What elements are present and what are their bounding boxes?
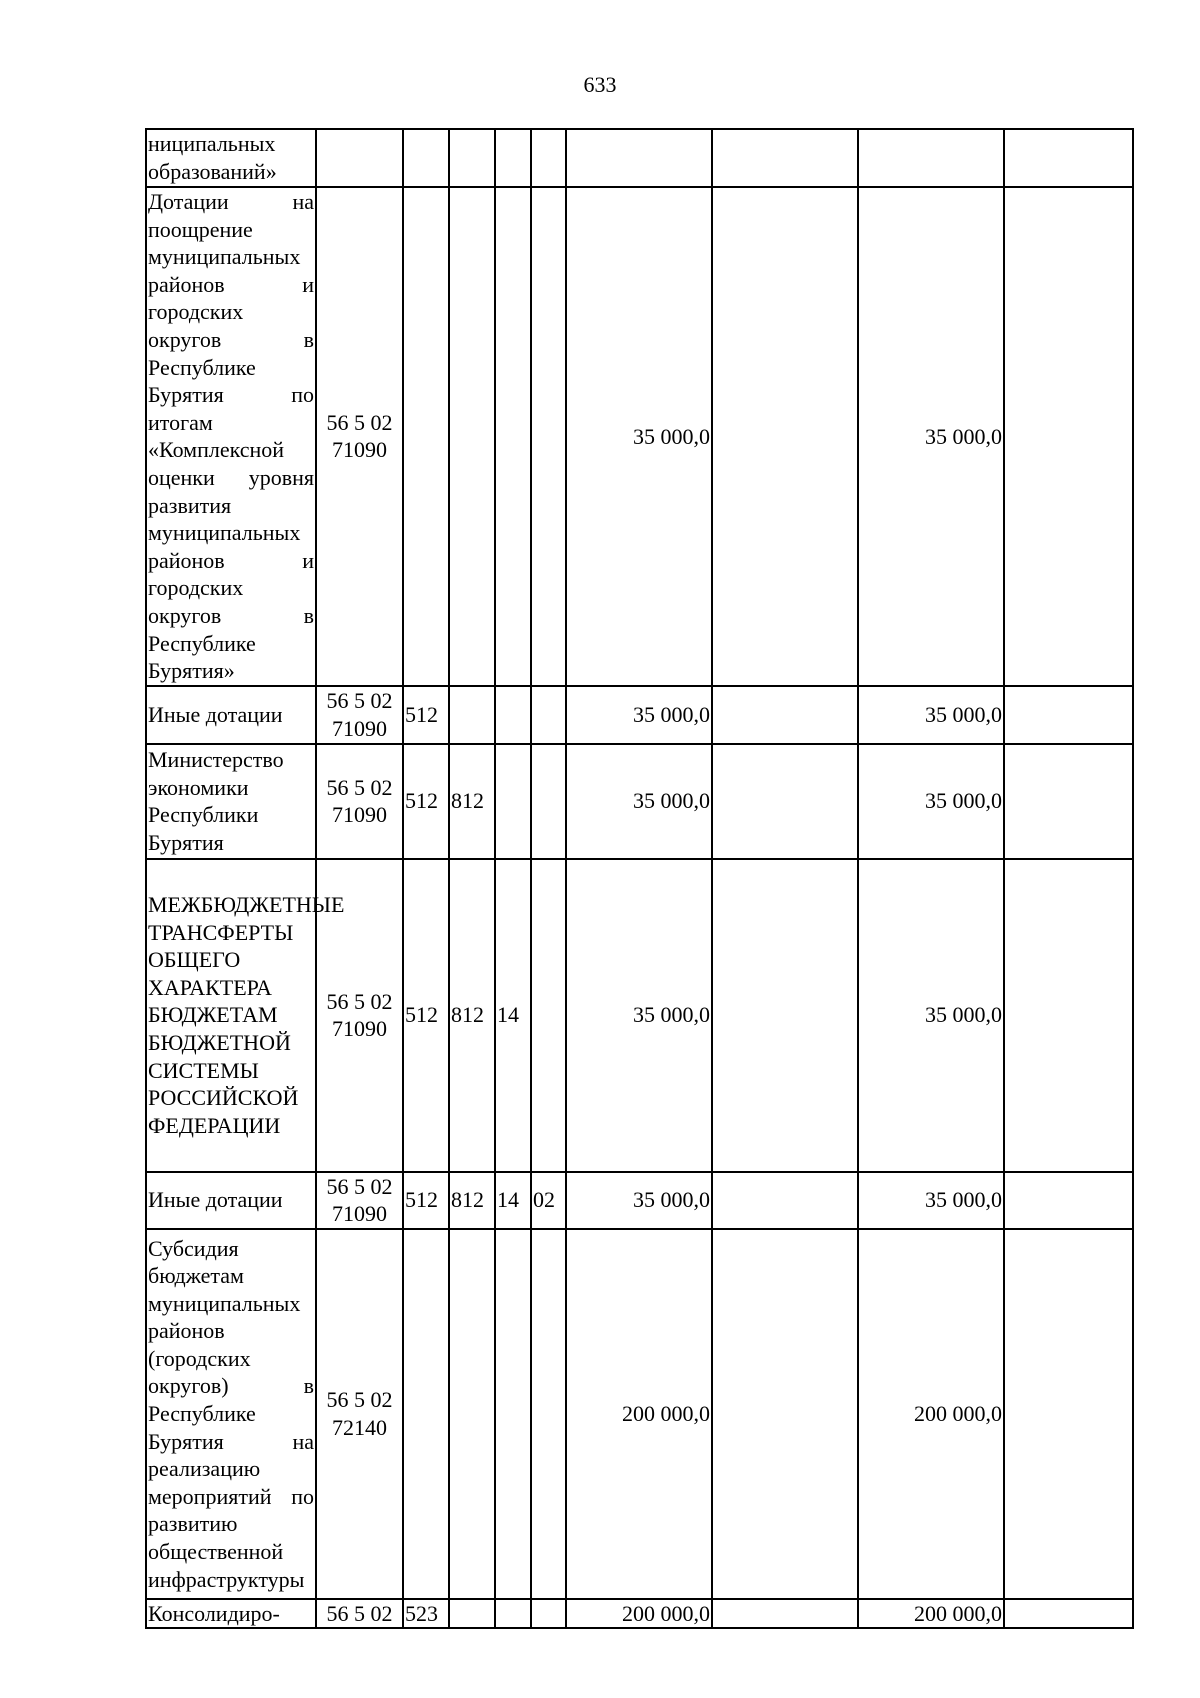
row-vr: 512 xyxy=(403,1172,449,1229)
row-empty-1 xyxy=(712,187,858,686)
table-row xyxy=(146,1172,1133,1229)
row-amount-2 xyxy=(858,129,1004,187)
row-vr: 523 xyxy=(403,1599,449,1629)
row-code: 56 5 02 72140 xyxy=(316,1229,403,1599)
row-amount-2: 35 000,0 xyxy=(858,1172,1004,1229)
budget-table xyxy=(145,128,1134,1629)
table-row xyxy=(146,129,1133,187)
table-row xyxy=(146,1229,1133,1599)
row-vr: 512 xyxy=(403,744,449,859)
row-vr xyxy=(403,187,449,686)
row-code: 56 5 02 71090 xyxy=(316,187,403,686)
row-pr xyxy=(531,1229,566,1599)
row-name: Дотации на поощрение муниципальных районов и городских округов в Республике Бурятия по итогам «Комплексной оценки уровня развития муниципальных районов и городских округов в Республике Бурятия» xyxy=(146,187,316,686)
row-rz xyxy=(495,1599,531,1629)
row-empty-1 xyxy=(712,744,858,859)
row-amount-1: 35 000,0 xyxy=(566,859,712,1172)
row-amount-1: 35 000,0 xyxy=(566,744,712,859)
row-code: 56 5 02 xyxy=(316,1599,403,1629)
row-empty-1 xyxy=(712,859,858,1172)
row-name: Министерство экономики Республики Бурятия xyxy=(146,744,316,859)
table-row xyxy=(146,686,1133,744)
row-empty-2 xyxy=(1004,129,1133,187)
row-rz xyxy=(495,686,531,744)
row-name: Субсидия бюджетам муниципальных районов (городских округов) в Республике Бурятия на реализацию мероприятий по развитию общественной инфраструктуры xyxy=(146,1229,316,1599)
row-empty-1 xyxy=(712,686,858,744)
row-amount-1: 35 000,0 xyxy=(566,686,712,744)
row-grbs: 812 xyxy=(449,744,495,859)
row-code: 56 5 02 71090 xyxy=(316,1172,403,1229)
row-rz xyxy=(495,129,531,187)
row-code: 56 5 02 71090 xyxy=(316,686,403,744)
row-code: 56 5 02 71090 xyxy=(316,744,403,859)
row-amount-1: 35 000,0 xyxy=(566,1172,712,1229)
row-rz xyxy=(495,1229,531,1599)
row-amount-1: 200 000,0 xyxy=(566,1229,712,1599)
row-empty-2 xyxy=(1004,187,1133,686)
row-name: ниципальных образований» xyxy=(146,129,316,187)
row-empty-2 xyxy=(1004,859,1133,1172)
row-grbs xyxy=(449,187,495,686)
row-name: Иные дотации xyxy=(146,1172,316,1229)
row-amount-2: 200 000,0 xyxy=(858,1599,1004,1629)
row-pr: 02 xyxy=(531,1172,566,1229)
row-grbs: 812 xyxy=(449,1172,495,1229)
table-row xyxy=(146,1599,1133,1629)
table-row xyxy=(146,859,1133,1172)
row-vr xyxy=(403,1229,449,1599)
row-pr xyxy=(531,859,566,1172)
table-row xyxy=(146,187,1133,686)
row-pr xyxy=(531,686,566,744)
row-empty-2 xyxy=(1004,686,1133,744)
row-empty-2 xyxy=(1004,1599,1133,1629)
row-rz xyxy=(495,187,531,686)
row-empty-1 xyxy=(712,1599,858,1629)
row-name: Иные дотации xyxy=(146,686,316,744)
row-rz: 14 xyxy=(495,1172,531,1229)
row-grbs xyxy=(449,686,495,744)
row-code xyxy=(316,129,403,187)
row-empty-2 xyxy=(1004,1229,1133,1599)
row-amount-2: 200 000,0 xyxy=(858,1229,1004,1599)
row-grbs: 812 xyxy=(449,859,495,1172)
row-amount-2: 35 000,0 xyxy=(858,859,1004,1172)
table-row xyxy=(146,744,1133,859)
row-empty-1 xyxy=(712,1172,858,1229)
row-empty-1 xyxy=(712,129,858,187)
row-amount-1 xyxy=(566,129,712,187)
row-pr xyxy=(531,187,566,686)
row-name: Консолидиро- xyxy=(146,1599,316,1629)
row-name: МЕЖБЮДЖЕТНЫЕ ТРАНСФЕРТЫ ОБЩЕГО ХАРАКТЕРА БЮДЖЕТАМ БЮДЖЕТНОЙ СИСТЕМЫ РОССИЙСКОЙ ФЕДЕРАЦИИ xyxy=(146,859,316,1172)
row-amount-1: 35 000,0 xyxy=(566,187,712,686)
row-vr xyxy=(403,129,449,187)
row-grbs xyxy=(449,129,495,187)
row-pr xyxy=(531,1599,566,1629)
row-amount-2: 35 000,0 xyxy=(858,686,1004,744)
row-vr: 512 xyxy=(403,859,449,1172)
row-empty-2 xyxy=(1004,1172,1133,1229)
row-rz: 14 xyxy=(495,859,531,1172)
row-empty-1 xyxy=(712,1229,858,1599)
row-amount-2: 35 000,0 xyxy=(858,744,1004,859)
row-grbs xyxy=(449,1599,495,1629)
row-rz xyxy=(495,744,531,859)
row-amount-1: 200 000,0 xyxy=(566,1599,712,1629)
row-grbs xyxy=(449,1229,495,1599)
row-pr xyxy=(531,129,566,187)
row-vr: 512 xyxy=(403,686,449,744)
row-empty-2 xyxy=(1004,744,1133,859)
row-amount-2: 35 000,0 xyxy=(858,187,1004,686)
row-pr xyxy=(531,744,566,859)
page-number: 633 xyxy=(583,72,617,97)
row-code: 56 5 02 71090 xyxy=(316,859,403,1172)
